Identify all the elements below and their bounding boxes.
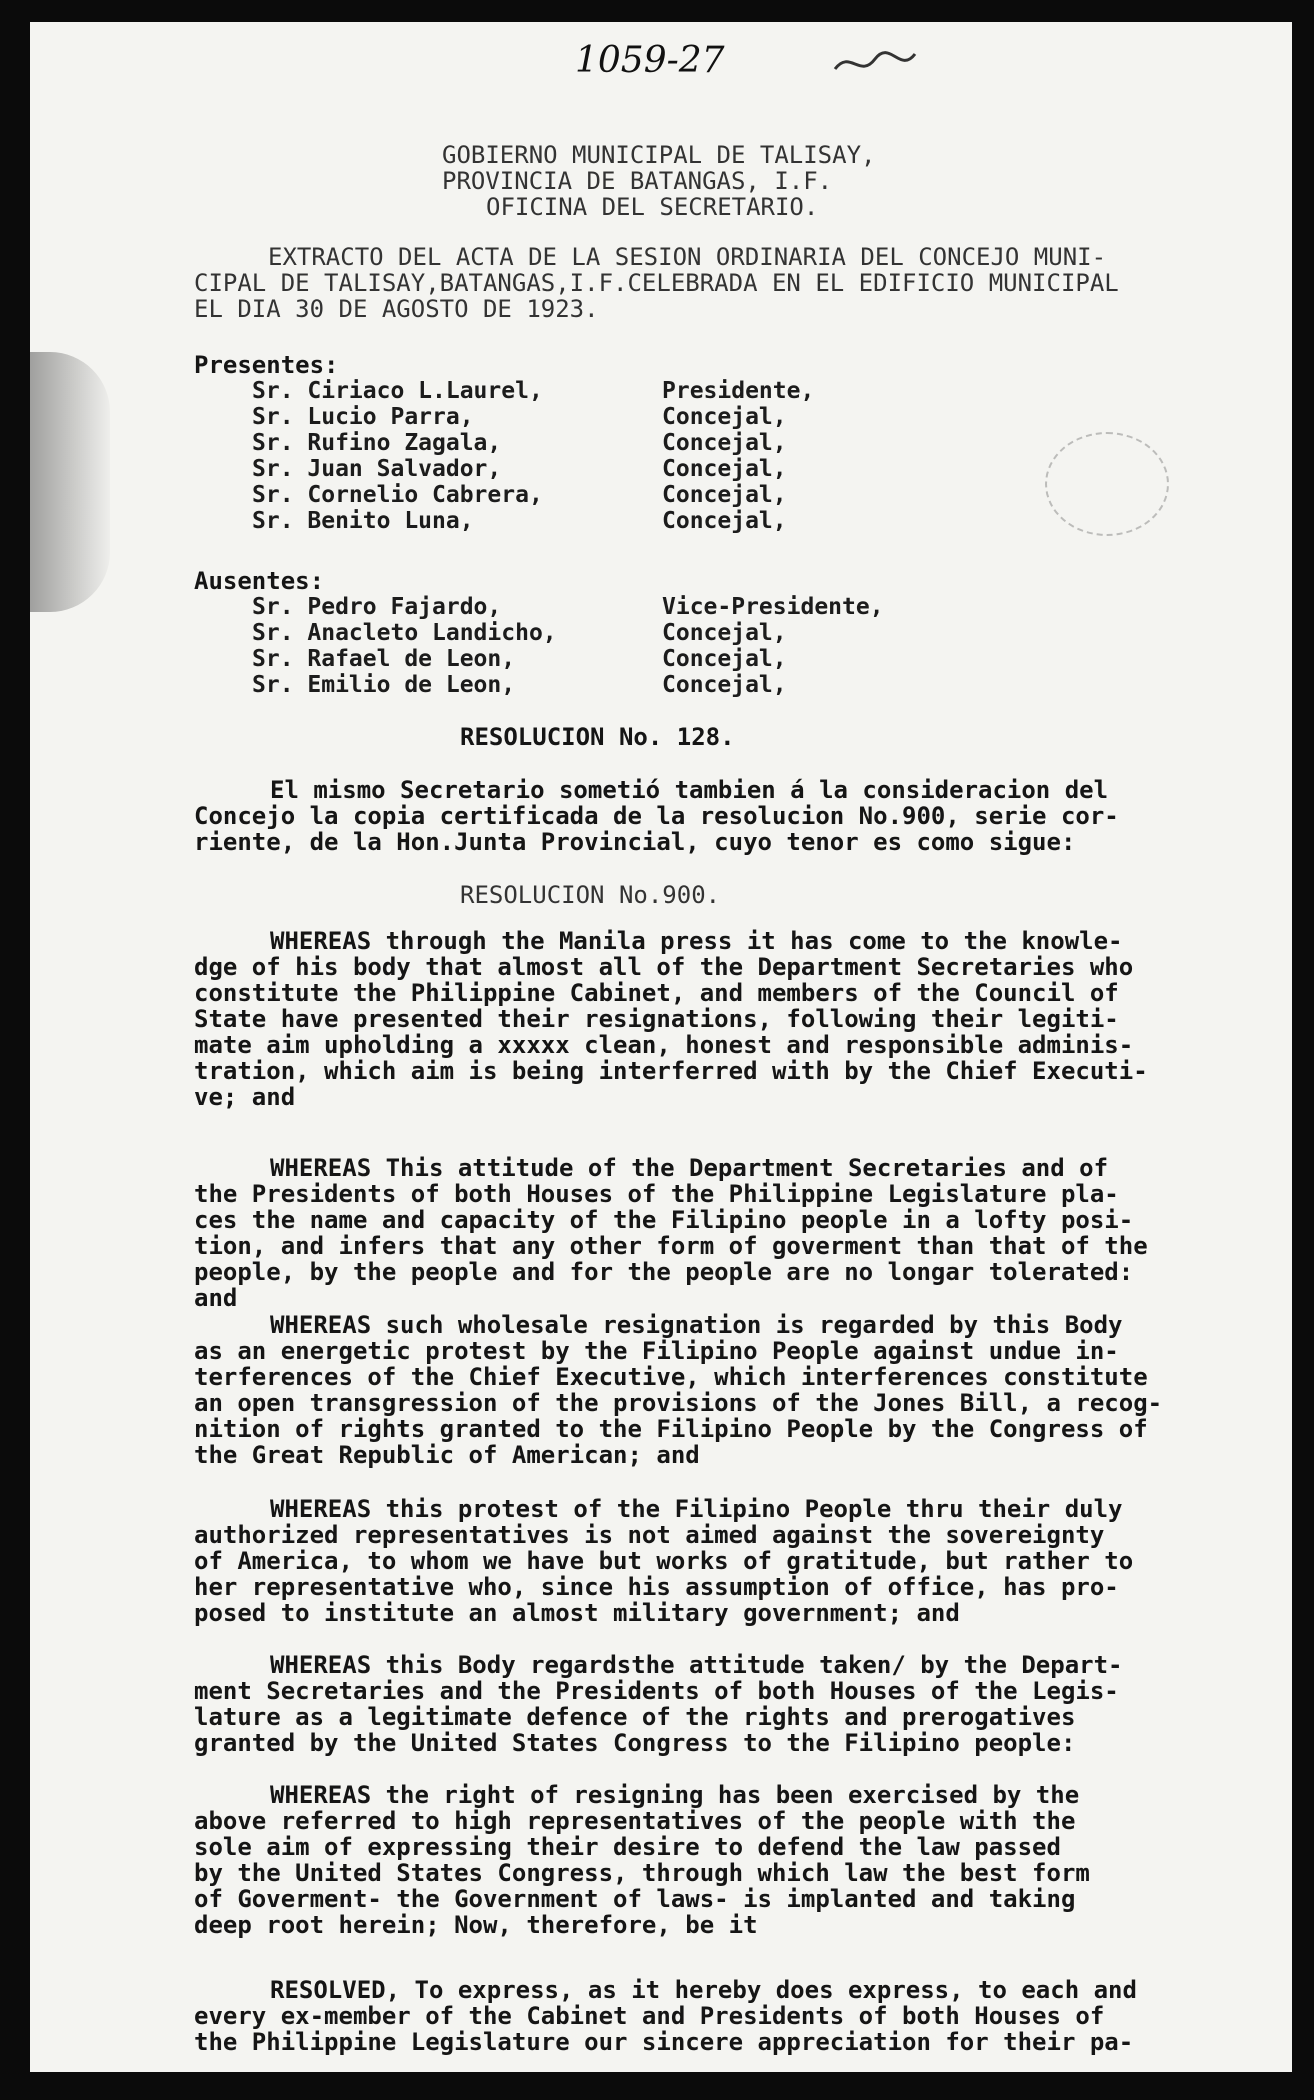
ausentes-member-role: Concejal, bbox=[662, 672, 787, 698]
paragraph-line: people, by the people and for the people are no longar tolerated: bbox=[194, 1258, 1134, 1286]
faded-seal-stamp bbox=[1045, 432, 1169, 536]
paragraph-line: tion, and infers that any other form of goverment than that of the bbox=[194, 1232, 1148, 1260]
paragraph-line: of America, to whom we have but works of gratitude, but rather to bbox=[194, 1547, 1134, 1575]
presentes-member-role: Concejal, bbox=[662, 430, 787, 456]
presentes-member-role: Concejal, bbox=[662, 404, 787, 430]
header-line-1: GOBIERNO MUNICIPAL DE TALISAY, bbox=[442, 141, 876, 169]
paragraph-line: WHEREAS this Body regardsthe attitude taken/ by the Depart- bbox=[270, 1651, 1123, 1679]
paragraph-line: WHEREAS This attitude of the Department Secretaries and of bbox=[270, 1154, 1109, 1182]
presentes-member-role: Concejal, bbox=[662, 508, 787, 534]
presentes-label: Presentes: bbox=[194, 351, 339, 379]
presentes-member-role: Concejal, bbox=[662, 456, 787, 482]
presentes-member-name: Sr. Benito Luna, bbox=[252, 508, 474, 534]
paragraph-line: the Great Republic of American; and bbox=[194, 1441, 700, 1469]
paragraph-line: by the United States Congress, through which law the best form bbox=[194, 1859, 1090, 1887]
resolucion-title: RESOLUCION No. 128. bbox=[460, 723, 735, 751]
presentes-member-name: Sr. Juan Salvador, bbox=[252, 456, 502, 482]
extract-line-1: EXTRACTO DEL ACTA DE LA SESION ORDINARIA DEL CONCEJO MUNI- bbox=[268, 243, 1107, 271]
paragraph-line: the Philippine Legislature our sincere appreciation for their pa- bbox=[194, 2028, 1134, 2056]
paragraph-line: WHEREAS such wholesale resignation is regarded by this Body bbox=[270, 1311, 1123, 1339]
ausentes-member-role: Concejal, bbox=[662, 646, 787, 672]
extract-line-2: CIPAL DE TALISAY,BATANGAS,I.F.CELEBRADA EN EL EDIFICIO MUNICIPAL bbox=[194, 269, 1119, 297]
ausentes-member-name: Sr. Pedro Fajardo, bbox=[252, 594, 502, 620]
paragraph-line: WHEREAS the right of resigning has been exercised by the bbox=[270, 1781, 1080, 1809]
extract-line-3: EL DIA 30 DE AGOSTO DE 1923. bbox=[194, 295, 599, 323]
intro-line-2: Concejo la copia certificada de la resolucion No.900, serie cor- bbox=[194, 802, 1119, 830]
paragraph-line: terferences of the Chief Executive, which interferences constitute bbox=[194, 1363, 1148, 1391]
paragraph-line: RESOLVED, To express, as it hereby does express, to each and bbox=[270, 1976, 1137, 2004]
intro-line-3: riente, de la Hon.Junta Provincial, cuyo tenor es como sigue: bbox=[194, 828, 1076, 856]
ausentes-member-role: Vice-Presidente, bbox=[662, 594, 884, 620]
ausentes-label: Ausentes: bbox=[194, 567, 325, 595]
paragraph-line: as an energetic protest by the Filipino People against undue in- bbox=[194, 1337, 1119, 1365]
paragraph-line: WHEREAS through the Manila press it has come to the knowle- bbox=[270, 927, 1123, 955]
paragraph-line: the Presidents of both Houses of the Philippine Legislature pla- bbox=[194, 1180, 1119, 1208]
ausentes-member-name: Sr. Anacleto Landicho, bbox=[252, 620, 557, 646]
handwritten-file-number: 1059-27 bbox=[575, 40, 725, 81]
ausentes-member-name: Sr. Rafael de Leon, bbox=[252, 646, 516, 672]
intro-line-1: El mismo Secretario sometió tambien á la consideracion del bbox=[270, 776, 1109, 804]
paragraph-line: mate aim upholding a xxxxx clean, honest and responsible adminis- bbox=[194, 1031, 1134, 1059]
paragraph-line: nition of rights granted to the Filipino People by the Congress of bbox=[194, 1415, 1148, 1443]
header-line-2: PROVINCIA DE BATANGAS, I.F. bbox=[442, 167, 833, 195]
presentes-member-role: Concejal, bbox=[662, 482, 787, 508]
ausentes-member-name: Sr. Emilio de Leon, bbox=[252, 672, 516, 698]
paragraph-line: WHEREAS this protest of the Filipino People thru their duly bbox=[270, 1495, 1123, 1523]
paragraph-line: ces the name and capacity of the Filipino people in a lofty posi- bbox=[194, 1206, 1134, 1234]
paragraph-line: posed to institute an almost military government; and bbox=[194, 1599, 960, 1627]
paragraph-line: her representative who, since his assumption of office, has pro- bbox=[194, 1573, 1119, 1601]
paragraph-line: ve; and bbox=[194, 1083, 296, 1111]
paragraph-line: dge of his body that almost all of the Department Secretaries who bbox=[194, 953, 1134, 981]
paragraph-line: lature as a legitimate defence of the rights and prerogatives bbox=[194, 1703, 1076, 1731]
presentes-member-name: Sr. Ciriaco L.Laurel, bbox=[252, 378, 543, 404]
paragraph-line: every ex-member of the Cabinet and Presidents of both Houses of bbox=[194, 2002, 1105, 2030]
paragraph-line: granted by the United States Congress to the Filipino people: bbox=[194, 1729, 1076, 1757]
paragraph-line: State have presented their resignations, following their legiti- bbox=[194, 1005, 1119, 1033]
paragraph-line: constitute the Philippine Cabinet, and members of the Council of bbox=[194, 979, 1119, 1007]
paragraph-line: sole aim of expressing their desire to defend the law passed bbox=[194, 1833, 1061, 1861]
paragraph-line: of Goverment- the Government of laws- is implanted and taking bbox=[194, 1885, 1076, 1913]
paragraph-line: and bbox=[194, 1284, 238, 1312]
presentes-member-name: Sr. Rufino Zagala, bbox=[252, 430, 502, 456]
paragraph-line: ment Secretaries and the Presidents of both Houses of the Legis- bbox=[194, 1677, 1119, 1705]
paragraph-line: deep root herein; Now, therefore, be it bbox=[194, 1911, 758, 1939]
paragraph-line: authorized representatives is not aimed against the sovereignty bbox=[194, 1521, 1105, 1549]
ausentes-member-role: Concejal, bbox=[662, 620, 787, 646]
handwritten-scrawl bbox=[830, 44, 920, 84]
header-line-3: OFICINA DEL SECRETARIO. bbox=[486, 193, 819, 221]
presentes-member-name: Sr. Cornelio Cabrera, bbox=[252, 482, 543, 508]
document-page bbox=[30, 22, 1292, 2072]
sub-resolution-title: RESOLUCION No.900. bbox=[460, 881, 721, 909]
presentes-member-role: Presidente, bbox=[662, 378, 815, 404]
scan-smudge bbox=[30, 352, 110, 612]
paragraph-line: above referred to high representatives of the people with the bbox=[194, 1807, 1076, 1835]
paragraph-line: an open transgression of the provisions of the Jones Bill, a recog- bbox=[194, 1389, 1163, 1417]
presentes-member-name: Sr. Lucio Parra, bbox=[252, 404, 474, 430]
paragraph-line: tration, which aim is being interferred with by the Chief Executi- bbox=[194, 1057, 1148, 1085]
